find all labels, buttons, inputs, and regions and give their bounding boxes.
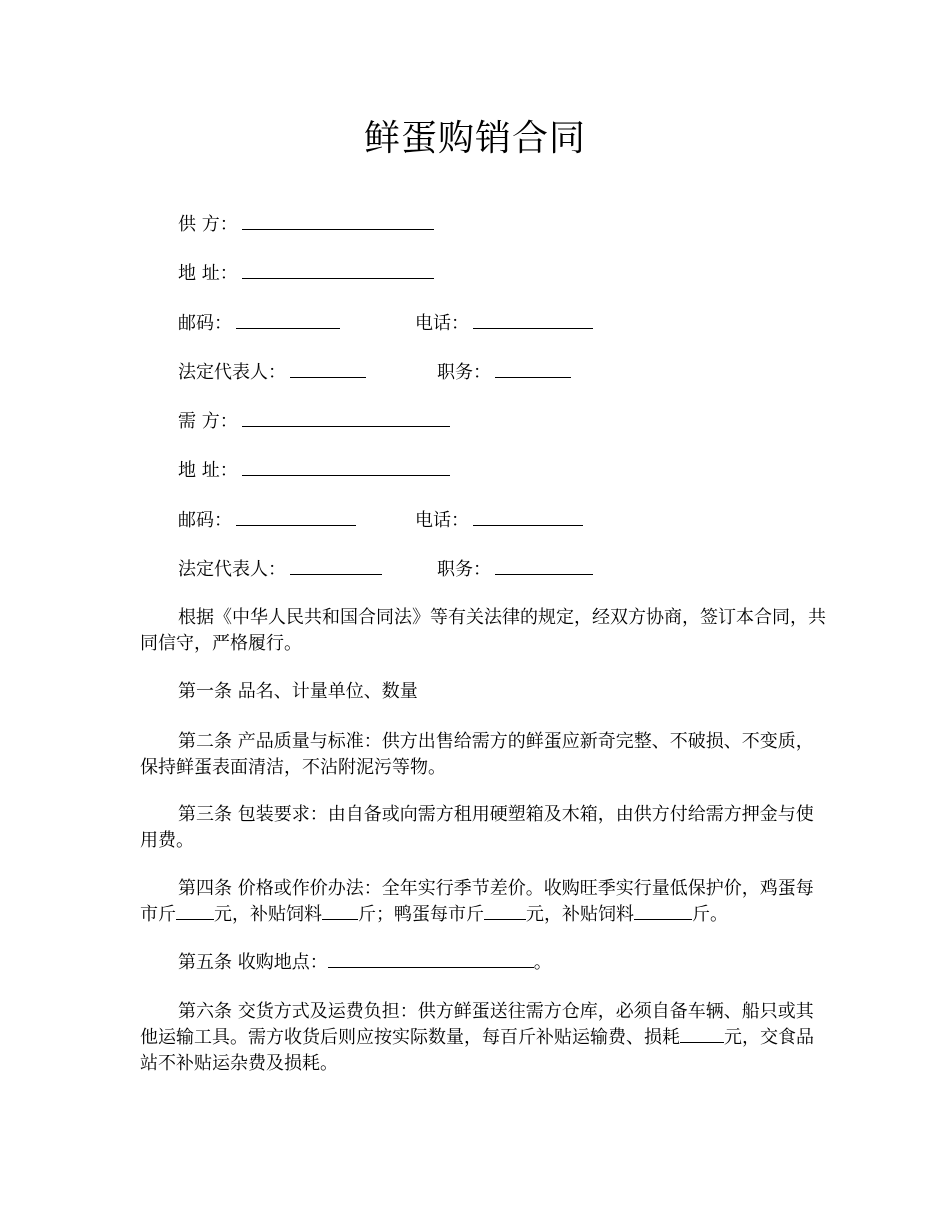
article-4 (140, 876, 830, 928)
buyer-party-field[interactable] (242, 408, 450, 427)
transport-subsidy-field[interactable] (680, 1026, 724, 1043)
article-2: 第二条 产品质量与标准：供方出售给需方的鲜蛋应新奇完整、不破损、不变质，保持鲜蛋表面清洁，不沾附泥污等物。 (140, 731, 814, 778)
page-title: 鲜蛋购销合同 (363, 118, 586, 159)
buyer-position-field[interactable] (495, 556, 593, 575)
duck-feed-subsidy-field[interactable] (634, 903, 692, 920)
buyer-rep-row (178, 556, 491, 583)
supplier-postcode-label: 邮码： (178, 313, 232, 334)
buyer-address-field[interactable] (242, 457, 450, 476)
supplier-phone-label: 电话： (415, 313, 469, 334)
article-4-text-1: 第四条 价格或作价办法：全年实行季节差价。收购旺季实行量低保护价，鸡蛋每市斤 (140, 878, 814, 925)
buyer-postcode-label: 邮码： (178, 510, 232, 531)
supplier-address-row (178, 260, 434, 287)
buyer-postcode-field[interactable] (236, 507, 356, 526)
article-5-text-2: 。 (533, 952, 552, 973)
buyer-party-label: 需 方： (178, 411, 238, 432)
article-4-text-3: 斤；鸭蛋每市斤 (358, 904, 484, 925)
supplier-rep-row (178, 359, 491, 386)
buyer-phone-label: 电话： (415, 510, 469, 531)
supplier-position-field[interactable] (495, 359, 571, 378)
buyer-phone-field[interactable] (473, 507, 583, 526)
article-6-text-1: 第六条 交货方式及运费负担：供方鲜蛋送往需方仓库，必须自备车辆、船只或其他运输工具。需方收货后则应按实际数量，每百斤补贴运输费、损耗 (140, 1001, 814, 1048)
article-5 (140, 950, 830, 976)
article-4-text-2: 元，补贴饲料 (214, 904, 322, 925)
buyer-party-row (178, 408, 450, 435)
supplier-postcode-field[interactable] (236, 310, 340, 329)
supplier-position-label: 职务： (437, 362, 491, 383)
supplier-contact-row (178, 310, 469, 337)
article-4-text-5: 斤。 (692, 904, 728, 925)
supplier-phone-field[interactable] (473, 310, 593, 329)
article-6 (140, 999, 830, 1077)
supplier-party-label: 供 方： (178, 214, 238, 235)
supplier-address-field[interactable] (242, 260, 434, 279)
article-6-text-2: 元，交食品站不补贴运杂费及损耗。 (140, 1027, 814, 1074)
buyer-address-row (178, 457, 450, 484)
buyer-rep-field[interactable] (290, 556, 382, 575)
duck-egg-price-field[interactable] (484, 903, 526, 920)
chicken-feed-subsidy-field[interactable] (322, 903, 358, 920)
supplier-party-row (178, 211, 434, 238)
supplier-rep-field[interactable] (290, 359, 366, 378)
supplier-address-label: 地 址： (178, 263, 238, 284)
intro-paragraph: 根据《中华人民共和国合同法》等有关法律的规定，经双方协商，签订本合同，共同信守，严格履行。 (140, 607, 826, 654)
article-3: 第三条 包装要求：由自备或向需方租用硬塑箱及木箱，由供方付给需方押金与使用费。 (140, 804, 814, 851)
buyer-rep-label: 法定代表人： (178, 559, 286, 580)
article-1: 第一条 品名、计量单位、数量 (178, 681, 418, 702)
supplier-party-field[interactable] (242, 211, 434, 230)
article-5-text-1: 第五条 收购地点： (178, 952, 328, 973)
supplier-rep-label: 法定代表人： (178, 362, 286, 383)
purchase-location-field[interactable] (328, 951, 534, 968)
chicken-egg-price-field[interactable] (176, 903, 214, 920)
article-4-text-4: 元，补贴饲料 (526, 904, 634, 925)
buyer-position-label: 职务： (437, 559, 491, 580)
buyer-address-label: 地 址： (178, 460, 238, 481)
buyer-contact-row (178, 507, 469, 534)
